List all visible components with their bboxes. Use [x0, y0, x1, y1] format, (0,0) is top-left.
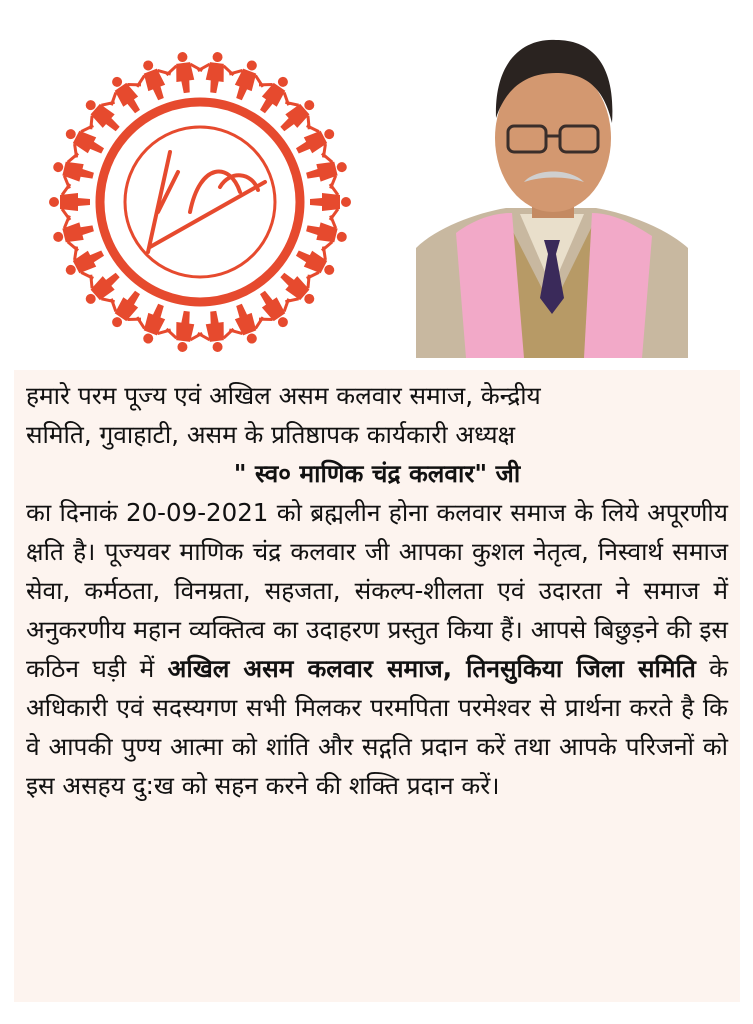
- person-figure-icon: [49, 148, 97, 193]
- organization-logo: [30, 42, 370, 362]
- logo-ring-text-bottom: असम: [189, 281, 211, 294]
- logo-ring-text: अखिल असम कलवार समाज: [135, 108, 265, 146]
- shawl-right: [584, 213, 652, 358]
- portrait-photo: [416, 18, 688, 358]
- organization-name: अखिल असम कलवार समाज, तिनसुकिया जिला समिति: [167, 654, 696, 683]
- intro-line-1: हमारे परम पूज्य एवं अखिल असम कलवार समाज, केन्द्रीय: [26, 381, 541, 410]
- condolence-notice: [14, 370, 740, 1002]
- body-text-part1: का दिनाकं 20-09-2021 को ब्रह्मलीन होना कलवार समाज के लिये अपूरणीय क्षति है। पूज्यवर माणिक चंद्र कलवार जी आपका कुशल नेतृत्व, निस्वार्थ समाज सेवा, कर्मठता, विनम्रता, सहजता, संकल्प-शीलता एवं उदारता ने समाज में अनुकरणीय महान व्यक्तित्व का उदाहरण प्रस्तुत किया हैं। आपसे बिछुड़ने की इस कठिन घड़ी में: [26, 498, 728, 683]
- person-figure-icon: [164, 50, 205, 95]
- person-figure-icon: [49, 184, 90, 220]
- person-figure-icon: [130, 298, 178, 349]
- person-figure-icon: [222, 298, 270, 349]
- person-figure-icon: [303, 148, 351, 193]
- person-figure-icon: [130, 54, 178, 105]
- person-figure-icon: [49, 211, 97, 256]
- person-figure-icon: [303, 211, 351, 256]
- logo-inner-ring: [125, 127, 275, 277]
- name-line: " स्व० माणिक चंद्र कलवार" जी: [233, 459, 521, 488]
- body-paragraph: [26, 493, 728, 805]
- shawl-left: [456, 213, 524, 358]
- person-figure-icon: [310, 184, 351, 220]
- person-figure-icon: [195, 309, 236, 354]
- body-text-part2: के अधिकारी एवं सदस्यगण सभी मिलकर परमपिता परमेश्वर से प्रार्थना करते है कि वे आपकी पुण्य आत्मा को शांति और सद्गति प्रदान करें तथा आपके परिजनों को इस असहय दु:ख को सहन करने की शक्ति प्रदान करें।: [26, 654, 728, 800]
- person-figure-icon: [222, 54, 270, 105]
- intro-line-2: समिति, गुवाहाटी, असम के प्रतिष्ठापक कार्यकारी अध्यक्ष: [26, 420, 516, 449]
